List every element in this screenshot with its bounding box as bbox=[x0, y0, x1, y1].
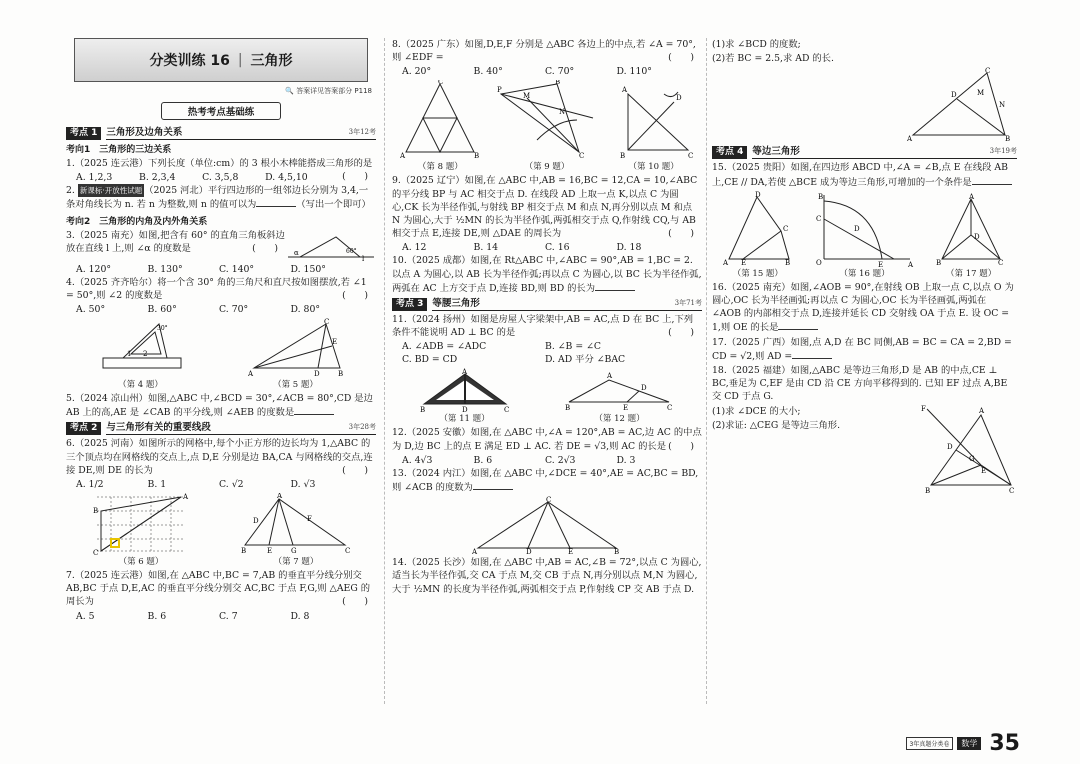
svg-text:A: A bbox=[979, 406, 985, 415]
q4-options bbox=[66, 303, 376, 316]
svg-text:D: D bbox=[854, 224, 861, 233]
svg-text:B: B bbox=[1005, 135, 1011, 144]
option: A. 50° bbox=[76, 304, 106, 316]
option: B. 40° bbox=[473, 66, 503, 78]
svg-text:G: G bbox=[969, 454, 975, 463]
svg-text:F: F bbox=[307, 515, 312, 524]
caption: （第 16 题） bbox=[839, 268, 890, 279]
caption: （第 10 题） bbox=[628, 162, 679, 173]
svg-text:D: D bbox=[974, 232, 980, 241]
svg-text:F: F bbox=[921, 404, 926, 413]
option: A. 4√3 bbox=[402, 454, 433, 466]
option: D. 4,5,10 bbox=[265, 172, 308, 184]
figure-5 bbox=[248, 318, 344, 390]
q3-text: 3.（2025 南充）如图,把含有 60° 的直角三角板斜边放在直线 l 上,则 ∠α 的度数是 bbox=[66, 229, 285, 254]
blank bbox=[792, 349, 832, 359]
svg-text:B: B bbox=[554, 80, 561, 87]
svg-text:B: B bbox=[619, 152, 625, 161]
q15-text: 15.（2025 贵阳）如图,在四边形 ABCD 中,∠A = ∠B,点 E 在线段 AB 上,CE // DA,若使 △BCE 成为等边三角形,可增加的一个条件是 bbox=[712, 162, 1008, 188]
q4-text: 4.（2025 齐齐哈尔）将一个含 30° 角的三角尺和直尺按如图摆放,若 ∠1 = 50°,则 ∠2 的度数是 bbox=[66, 276, 367, 301]
svg-text:A: A bbox=[400, 152, 406, 161]
option: D. 18 bbox=[616, 242, 642, 254]
svg-text:A: A bbox=[907, 135, 913, 144]
svg-text:A: A bbox=[183, 493, 189, 502]
q14-text: 14.（2025 长沙）如图,在 △ABC 中,AB = AC,∠B = 72°,以点 C 为圆心,适当长为半径作弧,交 CA 于点 M,交 CB 于点 N,再分别以点 M,N 为圆心,大于 ½MN 的长度为半径作弧,两弧相交于点 P,作射线 CP 交 AB 于点 D. bbox=[392, 557, 702, 595]
q5-text: 5.（2024 凉山州）如图,△ABC 中,∠BCD = 30°,∠ACB = 80°,CD 是边 AB 上的高,AE 是 ∠CAB 的平分线,则 ∠AEB 的度数是 bbox=[66, 393, 373, 419]
figure-9 bbox=[497, 80, 597, 172]
svg-text:B: B bbox=[936, 258, 942, 267]
figure-17 bbox=[936, 191, 1006, 279]
q6-text: 6.（2025 河南）如图所示的网格中,每个小正方形的边长均为 1,△ABC 的三个顶点均在网格线的交点上,点 D,E 分别是边 BA,CA 与网格线的交点,连接 DE,则 DE 的长为 bbox=[66, 438, 373, 476]
blank bbox=[473, 480, 513, 490]
section-tag: 考点 3 bbox=[392, 298, 427, 311]
q9-options bbox=[392, 241, 702, 254]
svg-text:l: l bbox=[362, 254, 365, 263]
svg-text:G: G bbox=[291, 547, 297, 556]
q11-options bbox=[392, 340, 702, 353]
subtopic-2: 考向2 三角形的内角及内外角关系 bbox=[66, 216, 208, 227]
page-title bbox=[74, 38, 368, 82]
figure-8 bbox=[400, 80, 480, 172]
svg-text:E: E bbox=[331, 338, 337, 347]
title-text: 分类训练 16 bbox=[149, 53, 230, 69]
svg-text:E: E bbox=[568, 548, 574, 555]
question-7 bbox=[66, 569, 376, 609]
option: C. 140° bbox=[219, 263, 255, 275]
blank bbox=[294, 405, 334, 415]
q9-text: 9.（2025 辽宁）如图,在 △ABC 中,AB = 16,BC = 12,CA = 10,∠ABC 的平分线 BP 与 AC 相交于点 D. 在线段 AD 上取一点 K,以点 C 为圆心,CK 长为半径作弧,与射线 BP 相交于点 M 和点 N,再分别以点 M 和点 N 为圆心,大于 ½MN 的长为半径作弧,两弧相交于点 Q,作射线 CQ,与 AB 相交于点 E,连接 DE,则 △DAE 的周长为 bbox=[392, 175, 698, 240]
svg-text:B: B bbox=[614, 548, 620, 555]
svg-text:B: B bbox=[419, 406, 425, 413]
column-3 bbox=[712, 38, 1017, 724]
section-count: 3年71考 bbox=[667, 297, 702, 311]
q8-text: 8.（2025 广东）如图,D,E,F 分别是 △ABC 各边上的中点,若 ∠A = 70°,则 ∠EDF = bbox=[392, 39, 696, 64]
svg-text:30°: 30° bbox=[156, 325, 168, 333]
figure-3 bbox=[286, 229, 376, 263]
svg-text:D: D bbox=[951, 91, 957, 100]
q18-text: 18.（2025 福建）如图,△ABC 是等边三角形,D 是 AB 的中点,CE ⊥ BC,垂足为 C,EF 是由 CD 沿 CE 方向平移得到的. 已知 EF 过点 A,BE 交 CD 于点 G. bbox=[712, 365, 1008, 403]
q10-text: 10.（2025 成都）如图,在 Rt△ABC 中,∠ABC = 90°,AB = 1,BC = 2. 以点 A 为圆心,以 AB 长为半径作弧;再以点 C 为圆心,以 BC 长为半径作弧,两弧在 AC 上方交于点 D,连接 BD,则 BD 的长为 bbox=[392, 255, 702, 294]
blank bbox=[972, 175, 1012, 185]
option: C. 70° bbox=[545, 66, 575, 78]
svg-text:C: C bbox=[1009, 486, 1015, 495]
svg-text:A: A bbox=[722, 258, 728, 267]
svg-text:C: C bbox=[578, 152, 585, 161]
figure-18 bbox=[921, 405, 1017, 495]
brand-logo: 3年真题分类卷 bbox=[906, 737, 954, 750]
section-title: 三角形及边角关系 bbox=[106, 126, 340, 140]
title-topic: 三角形 bbox=[250, 53, 293, 69]
svg-text:C: C bbox=[323, 318, 329, 327]
figure-13 bbox=[472, 496, 622, 554]
figure-12 bbox=[565, 368, 675, 424]
question-3 bbox=[66, 229, 286, 262]
q12-text: 12.（2025 安徽）如图,在 △ABC 中,∠A = 120°,AB = AC,边 AC 的中点为 D,边 BC 上的点 E 满足 ED ⊥ AC. 若 DE = √3,则 AC 的长是 bbox=[392, 427, 702, 452]
question-15 bbox=[712, 161, 1017, 188]
q7-options bbox=[66, 610, 376, 623]
option: A. 20° bbox=[402, 66, 432, 78]
q6-options bbox=[66, 478, 376, 491]
section-tag: 考点 2 bbox=[66, 422, 101, 435]
section-count: 3年28考 bbox=[341, 421, 376, 435]
q8-paren: ( ) bbox=[668, 52, 694, 64]
question-2: 2. 新课标·开放性试题 （2025 河北）平行四边形的一组邻边长分别为 3,4,一条对角线长为 n. 若 n 为整数,则 n 的值可以为 （写出一个即可） bbox=[66, 185, 371, 211]
option: C. 70° bbox=[219, 304, 249, 316]
svg-text:D: D bbox=[253, 517, 259, 526]
svg-text:B: B bbox=[818, 192, 824, 201]
svg-text:C: C bbox=[345, 547, 351, 556]
svg-text:A: A bbox=[277, 493, 283, 501]
svg-text:A: A bbox=[621, 86, 627, 95]
svg-text:B: B bbox=[474, 152, 480, 161]
svg-text:B: B bbox=[93, 507, 99, 516]
q11-options-2 bbox=[392, 353, 702, 366]
section-3-header bbox=[392, 297, 702, 311]
q14-part2: (2)若 BC = 2.5,求 AD 的长. bbox=[712, 53, 834, 65]
caption: （第 4 题） bbox=[118, 380, 163, 391]
svg-text:A: A bbox=[247, 370, 253, 379]
option: B. 2,3,4 bbox=[139, 172, 176, 184]
question-18-block bbox=[712, 405, 1017, 495]
svg-text:M: M bbox=[522, 92, 531, 101]
svg-text:B: B bbox=[925, 486, 931, 495]
caption: （第 6 题） bbox=[118, 557, 164, 568]
blank bbox=[778, 320, 818, 330]
svg-text:N: N bbox=[999, 101, 1006, 110]
section-title: 与三角形有关的重要线段 bbox=[106, 421, 340, 435]
svg-text:D: D bbox=[313, 370, 320, 379]
q18-part1: (1)求 ∠DCE 的大小; bbox=[712, 405, 801, 417]
column-1 bbox=[66, 34, 376, 724]
q2-badge: 新课标·开放性试题 bbox=[78, 184, 144, 197]
option: C. √2 bbox=[219, 479, 244, 491]
figures-11-12 bbox=[392, 368, 702, 424]
section-tag: 考点 1 bbox=[66, 127, 101, 140]
q8-options bbox=[392, 65, 702, 78]
figures-6-7 bbox=[66, 493, 376, 567]
q2-text: （2025 河北）平行四边形的一组邻边长分别为 3,4,一条对角线长为 n. 若 n 为整数,则 n 的值可以为 bbox=[66, 185, 369, 211]
column-divider bbox=[384, 38, 385, 704]
q3-options bbox=[66, 263, 376, 276]
q12-options bbox=[392, 454, 702, 467]
section-count: 3年12考 bbox=[341, 126, 376, 140]
figure-11 bbox=[420, 368, 510, 424]
svg-text:O: O bbox=[816, 258, 823, 267]
svg-text:A: A bbox=[472, 548, 478, 555]
question-9 bbox=[392, 174, 702, 240]
option: B. 6 bbox=[473, 454, 493, 466]
figure-16 bbox=[814, 191, 914, 279]
caption: （第 5 题） bbox=[273, 380, 318, 391]
svg-text:E: E bbox=[267, 547, 273, 556]
svg-text:C: C bbox=[546, 496, 552, 505]
question-13 bbox=[392, 467, 702, 494]
section-count: 3年19考 bbox=[982, 145, 1017, 159]
option: D. AD 平分 ∠BAC bbox=[545, 354, 626, 366]
svg-text:A: A bbox=[606, 372, 612, 381]
answer-ref-text: 答案详见答案部分 P118 bbox=[296, 87, 372, 95]
q1-text: 1.（2025 连云港）下列长度（单位:cm）的 3 根小木棒能搭成三角形的是 bbox=[66, 158, 373, 169]
section-1-header bbox=[66, 126, 376, 140]
section-title: 等边三角形 bbox=[752, 145, 981, 159]
caption: （第 9 题） bbox=[524, 162, 570, 173]
question-10 bbox=[392, 254, 702, 295]
svg-text:B: B bbox=[241, 547, 247, 556]
section-4-header bbox=[712, 145, 1017, 159]
column-2 bbox=[392, 38, 702, 724]
blank bbox=[256, 197, 296, 207]
figure-14-row bbox=[712, 67, 1017, 143]
q13-text: 13.（2024 内江）如图,在 △ABC 中,∠DCE = 40°,AE = AC,BC = BD,则 ∠ACB 的度数为 bbox=[392, 467, 699, 494]
q1-options bbox=[66, 171, 342, 184]
option: D. √3 bbox=[290, 479, 316, 491]
option: D. 80° bbox=[290, 304, 321, 316]
option: D. 110° bbox=[616, 66, 652, 78]
figure-13-row bbox=[392, 496, 702, 554]
svg-text:E: E bbox=[981, 466, 987, 475]
option: D. 8 bbox=[290, 610, 310, 622]
option: C. 7 bbox=[219, 610, 238, 622]
option: B. 60° bbox=[147, 304, 177, 316]
question-5 bbox=[66, 392, 376, 419]
svg-text:D: D bbox=[640, 384, 647, 393]
svg-text:A: A bbox=[461, 368, 467, 377]
q7-text: 7.（2025 连云港）如图,在 △ABC 中,BC = 7,AB 的垂直平分线分别交 AB,BC 于点 D,E,AC 的垂直平分线分别交 AC,BC 于点 F,G,则 △AEG 的周长为 bbox=[66, 570, 371, 608]
q7-paren: ( ) bbox=[342, 596, 368, 608]
q9-paren: ( ) bbox=[668, 228, 694, 240]
option: B. ∠B = ∠C bbox=[545, 341, 601, 353]
section-2-header bbox=[66, 421, 376, 435]
caption: （第 15 题） bbox=[732, 268, 783, 279]
svg-text:C: C bbox=[503, 406, 509, 413]
option: C. BD = CD bbox=[402, 354, 458, 366]
question-3-block bbox=[66, 229, 376, 263]
caption: （第 7 题） bbox=[273, 557, 319, 568]
option: A. 1,2,3 bbox=[76, 172, 113, 184]
option: C. 2√3 bbox=[545, 454, 576, 466]
svg-text:C: C bbox=[782, 224, 789, 233]
q2-tail: （写出一个即可） bbox=[296, 199, 371, 211]
svg-text:E: E bbox=[740, 258, 746, 267]
option: D. 150° bbox=[290, 263, 326, 275]
option: B. 14 bbox=[473, 242, 499, 254]
hot-text: 热考考点基础练 bbox=[187, 107, 255, 118]
option: C. 3,5,8 bbox=[202, 172, 239, 184]
option: A. 12 bbox=[402, 242, 427, 254]
q16-text: 16.（2025 南充）如图,∠AOB = 90°,在射线 OB 上取一点 C,以点 O 为圆心,OC 长为半径画弧;再以点 C 为圆心,OC 长为半径画弧,两弧在 ∠AOB 的内部相交于点 D,连接并延长 CD 交射线 OA 于点 E. 设 OC = 1,则 OE 的长是 bbox=[712, 281, 1014, 334]
svg-text:D: D bbox=[461, 406, 468, 413]
svg-text:N: N bbox=[558, 108, 566, 117]
figure-4 bbox=[99, 318, 183, 390]
q1-paren: ( ) bbox=[342, 171, 368, 183]
q12-paren: ( ) bbox=[668, 440, 694, 452]
option: C. 16 bbox=[545, 242, 570, 254]
svg-text:D: D bbox=[754, 190, 761, 199]
q18-parts bbox=[712, 405, 921, 495]
svg-text:B: B bbox=[564, 404, 570, 413]
option: A. 1/2 bbox=[76, 479, 104, 491]
q6-paren: ( ) bbox=[342, 464, 368, 476]
svg-text:D: D bbox=[526, 548, 532, 555]
q11-paren: ( ) bbox=[668, 327, 694, 339]
question-6 bbox=[66, 437, 376, 477]
q14-part1: (1)求 ∠BCD 的度数; bbox=[712, 39, 801, 50]
subject-tag: 数学 bbox=[957, 737, 981, 750]
question-17 bbox=[712, 336, 1017, 363]
svg-text:C: C bbox=[998, 258, 1004, 267]
q18-part2: (2)求证: △CEG 是等边三角形. bbox=[712, 419, 841, 431]
svg-text:C: C bbox=[985, 67, 991, 76]
figure-10 bbox=[614, 80, 694, 172]
figures-8-10 bbox=[392, 80, 702, 172]
q3-paren: ( ) bbox=[252, 242, 278, 254]
page-number: 35 bbox=[989, 731, 1020, 756]
svg-text:B: B bbox=[784, 258, 790, 267]
option: A. ∠ADB = ∠ADC bbox=[402, 341, 487, 353]
svg-text:D: D bbox=[947, 442, 953, 451]
figure-6 bbox=[91, 493, 191, 567]
figure-14 bbox=[907, 67, 1017, 143]
question-12 bbox=[392, 426, 702, 452]
option: A. 5 bbox=[76, 610, 95, 622]
q17-text: 17.（2025 广西）如图,点 A,D 在 BC 同侧,AB = BC = CA = 2,BD = CD = √2,则 AD = bbox=[712, 336, 1012, 362]
answer-ref bbox=[66, 86, 372, 96]
svg-text:E: E bbox=[878, 260, 884, 267]
svg-text:P: P bbox=[496, 86, 502, 95]
svg-text:E: E bbox=[622, 404, 628, 413]
title-separator: | bbox=[237, 52, 243, 68]
section-title: 等腰三角形 bbox=[432, 297, 666, 311]
figure-7 bbox=[241, 493, 351, 567]
option: A. 120° bbox=[76, 263, 112, 275]
blank bbox=[595, 281, 635, 291]
search-icon: 🔍 bbox=[285, 87, 294, 95]
question-16 bbox=[712, 281, 1017, 335]
svg-text:C: C bbox=[687, 152, 693, 161]
svg-text:2: 2 bbox=[142, 350, 147, 359]
svg-text:A: A bbox=[969, 192, 975, 201]
caption: （第 8 题） bbox=[417, 162, 463, 173]
page-footer bbox=[906, 731, 1020, 756]
option: B. 6 bbox=[147, 610, 167, 622]
question-4 bbox=[66, 276, 376, 302]
q11-text: 11.（2024 扬州）如图是房屋人字梁架中,AB = AC,点 D 在 BC 上,下列条件不能说明 AD ⊥ BC 的是 bbox=[392, 314, 694, 339]
caption: （第 12 题） bbox=[594, 414, 645, 425]
svg-text:B: B bbox=[337, 370, 343, 379]
svg-text:C: C bbox=[666, 404, 672, 413]
question-18 bbox=[712, 364, 1017, 404]
figures-15-17 bbox=[712, 191, 1017, 279]
option: B. 130° bbox=[147, 263, 183, 275]
question-11 bbox=[392, 313, 702, 339]
svg-text:D: D bbox=[675, 94, 682, 103]
question-14 bbox=[392, 556, 702, 596]
subtopic-1: 考向1 三角形的三边关系 bbox=[66, 145, 172, 155]
figures-4-5 bbox=[66, 318, 376, 390]
q4-paren: ( ) bbox=[342, 289, 368, 301]
section-tag: 考点 4 bbox=[712, 146, 747, 159]
svg-text:C: C bbox=[438, 80, 444, 87]
column-divider bbox=[706, 38, 707, 704]
svg-text:C: C bbox=[816, 214, 822, 223]
caption: （第 11 题） bbox=[439, 414, 490, 425]
option: D. 3 bbox=[616, 454, 636, 466]
svg-text:60°: 60° bbox=[346, 247, 357, 255]
section-heading bbox=[161, 102, 281, 120]
option: B. 1 bbox=[147, 479, 167, 491]
figure-15 bbox=[723, 191, 793, 279]
svg-text:M: M bbox=[977, 89, 985, 98]
svg-text:1: 1 bbox=[126, 350, 131, 359]
caption: （第 17 题） bbox=[946, 268, 997, 279]
question-8 bbox=[392, 38, 702, 64]
svg-text:A: A bbox=[908, 260, 914, 267]
svg-text:α: α bbox=[294, 248, 299, 257]
svg-text:C: C bbox=[93, 549, 99, 556]
